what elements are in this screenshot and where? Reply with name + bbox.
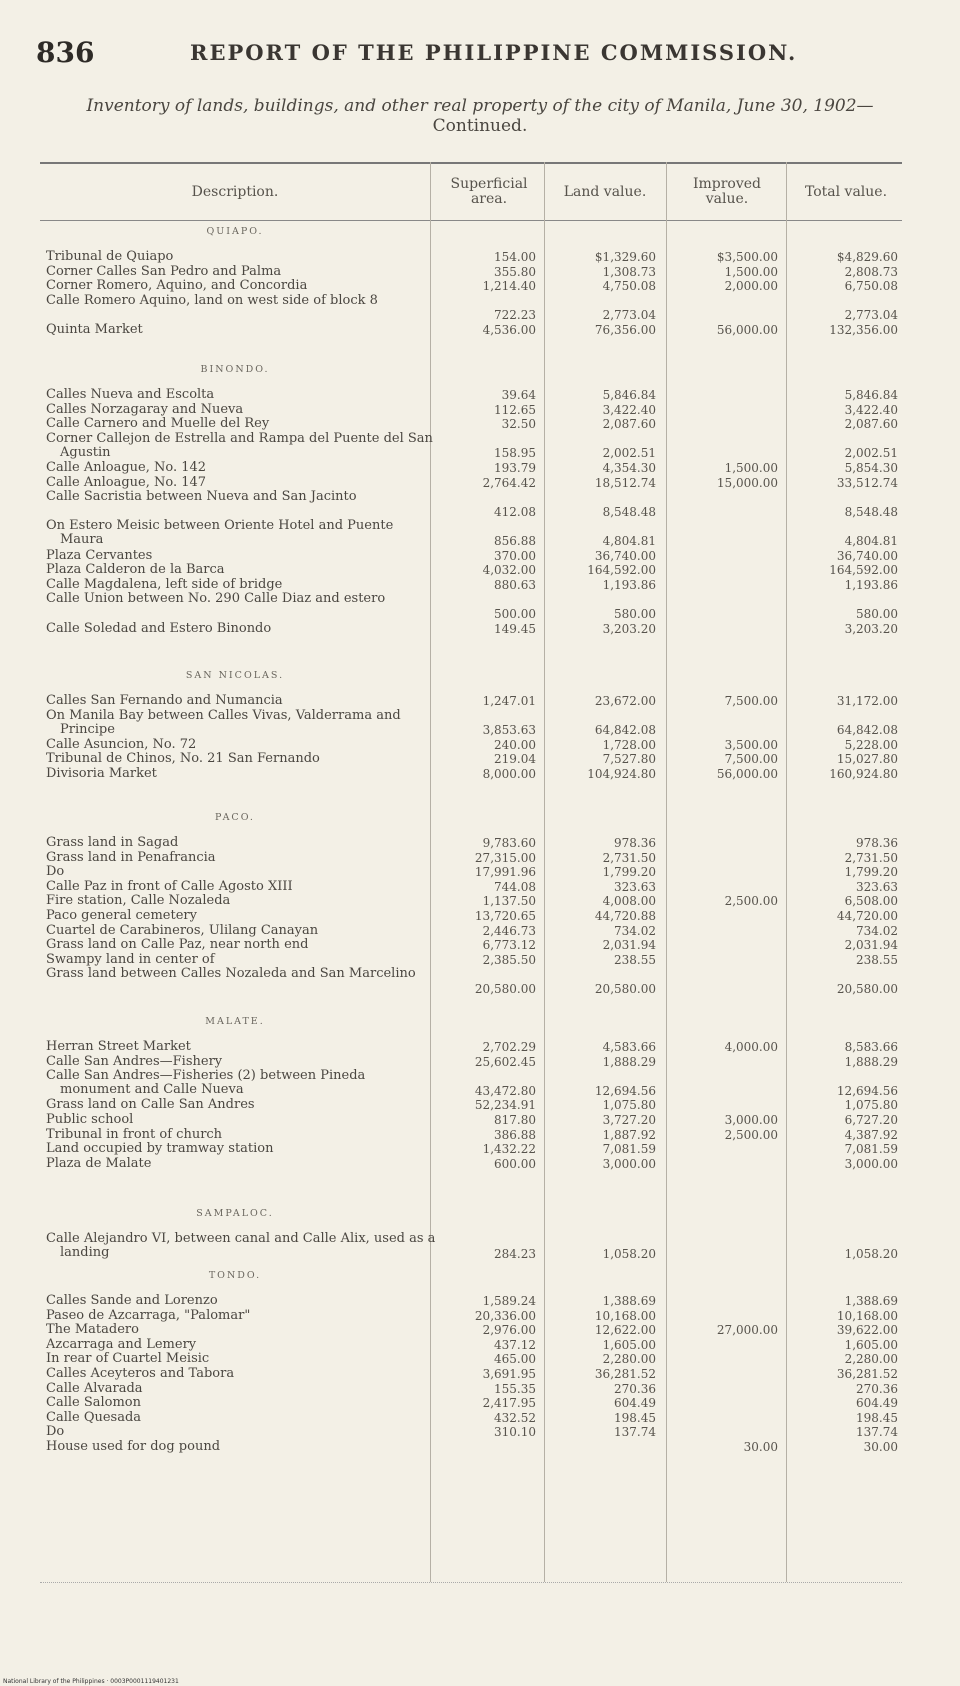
- row-total-value: 44,720.00: [836, 909, 898, 923]
- row-total-value: 20,580.00: [836, 982, 898, 996]
- row-total-value: 137.74: [856, 1425, 898, 1440]
- column-divider: [544, 162, 545, 1582]
- row-area: 4,032.00: [482, 563, 536, 578]
- row-description: The Matadero: [46, 1322, 139, 1338]
- row-total-value: 3,203.20: [844, 621, 898, 636]
- column-divider: [666, 162, 667, 1582]
- row-improved-value: 2,500.00: [724, 894, 778, 909]
- section-heading: PACO.: [215, 812, 255, 823]
- row-total-value: 36,281.52: [836, 1367, 898, 1381]
- section-heading: SAMPALOC.: [196, 1208, 274, 1219]
- row-description: Do: [46, 864, 65, 880]
- row-improved-value: 7,500.00: [724, 694, 778, 708]
- row-area: 386.88: [494, 1127, 536, 1142]
- row-description: Grass land in Penafrancia: [46, 849, 216, 865]
- caption-title: Inventory of lands, buildings, and other real property of the city of Manila, June 30, 1902—: [86, 96, 874, 116]
- row-description: Corner Romero, Aquino, and Concordia: [46, 278, 308, 294]
- caption-continued: Continued.: [432, 116, 528, 136]
- row-total-value: 604.49: [856, 1396, 898, 1411]
- row-description: Calle Anloague, No. 147: [46, 474, 207, 490]
- row-description: Cuartel de Carabineros, Ulilang Canayan: [46, 922, 319, 938]
- row-land-value: 238.55: [614, 952, 656, 967]
- table-bottom-rule: [40, 1582, 902, 1583]
- section-heading: MALATE.: [205, 1016, 265, 1027]
- row-description: Calles Sande and Lorenzo: [46, 1293, 218, 1308]
- row-area: 817.80: [494, 1113, 536, 1127]
- row-land-value: 1,887.92: [602, 1127, 656, 1142]
- row-area: 856.88: [494, 534, 536, 548]
- row-land-value: 44,720.88: [594, 909, 656, 923]
- row-total-value: 4,804.81: [844, 534, 898, 548]
- row-land-value: 8,548.48: [602, 504, 656, 519]
- row-description: Grass land between Calles Nozaleda and San Marcelino: [46, 966, 416, 982]
- row-area: 437.12: [494, 1337, 536, 1352]
- row-total-value: 64,842.08: [836, 723, 898, 738]
- row-description: Calle Carnero and Muelle del Rey: [46, 416, 270, 432]
- row-area: 6,773.12: [482, 938, 536, 953]
- row-land-value: 12,622.00: [594, 1323, 656, 1338]
- row-total-value: 8,583.66: [844, 1040, 898, 1054]
- row-description: Divisoria Market: [46, 766, 157, 781]
- row-land-value: 1,075.80: [602, 1098, 656, 1113]
- row-description: Fire station, Calle Nozaleda: [46, 893, 231, 909]
- row-land-value: 4,008.00: [602, 894, 656, 909]
- row-total-value: 2,808.73: [844, 264, 898, 279]
- row-total-value: 36,740.00: [836, 548, 898, 563]
- row-description: Grass land on Calle Paz, near north end: [46, 937, 309, 953]
- section-heading: TONDO.: [208, 1270, 262, 1281]
- row-total-value: 5,854.30: [844, 461, 898, 475]
- row-description: Swampy land in center of: [46, 951, 215, 967]
- row-total-value: 238.55: [856, 952, 898, 967]
- row-area: 2,764.42: [482, 475, 536, 490]
- row-improved-value: 1,500.00: [724, 461, 778, 475]
- row-total-value: 5,228.00: [844, 737, 898, 752]
- section-heading: QUIAPO.: [206, 226, 264, 237]
- row-total-value: 2,002.51: [844, 446, 898, 461]
- row-improved-value: 30.00: [743, 1440, 778, 1454]
- row-land-value: 270.36: [614, 1381, 656, 1396]
- row-area: 722.23: [494, 308, 536, 323]
- row-improved-value: 56,000.00: [716, 323, 778, 337]
- row-description: Land occupied by tramway station: [46, 1141, 274, 1157]
- row-description: Calle San Andres—Fishery: [46, 1053, 223, 1069]
- section-heading: SAN NICOLAS.: [185, 670, 285, 681]
- row-land-value: 1,193.86: [602, 577, 656, 592]
- row-total-value: 132,356.00: [829, 323, 898, 337]
- row-land-value: 1,388.69: [602, 1294, 656, 1308]
- row-total-value: 198.45: [856, 1410, 898, 1425]
- row-improved-value: $3,500.00: [716, 250, 778, 264]
- row-total-value: 6,727.20: [844, 1113, 898, 1127]
- row-description: Paseo de Azcarraga, "Palomar": [46, 1307, 251, 1323]
- row-land-value: 3,422.40: [602, 402, 656, 417]
- row-area: 219.04: [494, 752, 536, 767]
- row-improved-value: 27,000.00: [716, 1323, 778, 1338]
- row-total-value: 4,387.92: [844, 1127, 898, 1142]
- row-total-value: 12,694.56: [836, 1083, 898, 1098]
- row-total-value: 2,731.50: [844, 850, 898, 865]
- row-area: 13,720.65: [474, 909, 536, 923]
- row-land-value: 4,750.08: [602, 279, 656, 294]
- table-caption: [40, 96, 920, 136]
- row-area: 412.08: [494, 504, 536, 519]
- row-area: 1,589.24: [482, 1294, 536, 1308]
- row-area: 2,385.50: [482, 952, 536, 967]
- row-improved-value: 1,500.00: [724, 264, 778, 279]
- row-area: 9,783.60: [482, 836, 536, 850]
- row-area: 744.08: [494, 879, 536, 894]
- row-area: 310.10: [494, 1425, 536, 1440]
- row-land-value: 580.00: [614, 607, 656, 621]
- row-description: Corner Calles San Pedro and Palma: [46, 263, 282, 279]
- section-heading: BINONDO.: [200, 364, 270, 375]
- row-total-value: 1,193.86: [844, 577, 898, 592]
- row-description: Calle Alejandro VI, between canal and Calle Alix, used as a landing: [46, 1231, 436, 1260]
- row-total-value: 270.36: [856, 1381, 898, 1396]
- running-head: REPORT OF THE PHILIPPINE COMMISSION.: [190, 40, 798, 65]
- row-description: Plaza Calderon de la Barca: [46, 562, 225, 578]
- row-land-value: 36,740.00: [594, 548, 656, 563]
- row-improved-value: 56,000.00: [716, 767, 778, 781]
- row-land-value: $1,329.60: [594, 250, 656, 264]
- footer-attribution: National Library of the Philippines · 0003P0001119401231: [3, 1678, 179, 1685]
- row-description: Grass land on Calle San Andres: [46, 1097, 255, 1113]
- row-total-value: $4,829.60: [836, 250, 898, 264]
- row-description: Plaza Cervantes: [46, 547, 153, 563]
- row-description: In rear of Cuartel Meisic: [46, 1351, 210, 1367]
- row-area: 8,000.00: [482, 767, 536, 781]
- header-land-value: Land value.: [563, 183, 647, 200]
- row-area: 4,536.00: [482, 323, 536, 337]
- row-land-value: 2,773.04: [602, 308, 656, 323]
- row-land-value: 734.02: [614, 923, 656, 938]
- row-total-value: 734.02: [856, 923, 898, 938]
- row-area: 370.00: [494, 548, 536, 563]
- row-area: 158.95: [494, 446, 536, 461]
- page-number: 836: [36, 36, 95, 69]
- row-land-value: 4,354.30: [602, 461, 656, 475]
- row-area: 2,976.00: [482, 1323, 536, 1338]
- row-area: 465.00: [494, 1352, 536, 1367]
- row-total-value: 6,750.08: [844, 279, 898, 294]
- row-land-value: 2,280.00: [602, 1352, 656, 1367]
- row-description: Calle Soledad and Estero Binondo: [46, 620, 272, 636]
- row-land-value: 3,727.20: [602, 1113, 656, 1127]
- table-top-rule: [40, 162, 902, 164]
- row-land-value: 1,799.20: [602, 865, 656, 880]
- row-area: 32.50: [501, 417, 536, 432]
- row-land-value: 198.45: [614, 1410, 656, 1425]
- row-area: 1,432.22: [482, 1142, 536, 1157]
- row-land-value: 10,168.00: [594, 1308, 656, 1323]
- row-area: 284.23: [494, 1246, 536, 1261]
- header-area: Superficial area.: [450, 176, 528, 207]
- row-land-value: 1,728.00: [602, 737, 656, 752]
- row-description: Paco general cemetery: [46, 908, 197, 923]
- row-land-value: 1,308.73: [602, 264, 656, 279]
- row-area: 880.63: [494, 577, 536, 592]
- row-land-value: 323.63: [614, 879, 656, 894]
- row-area: 1,247.01: [482, 694, 536, 708]
- row-description: Calles Aceyteros and Tabora: [46, 1366, 235, 1381]
- row-description: On Manila Bay between Calles Vivas, Valderrama and Principe: [46, 707, 401, 737]
- row-area: 27,315.00: [474, 850, 536, 865]
- row-land-value: 64,842.08: [594, 723, 656, 738]
- row-improved-value: 4,000.00: [724, 1040, 778, 1054]
- row-area: 3,853.63: [482, 723, 536, 738]
- row-land-value: 1,605.00: [602, 1337, 656, 1352]
- row-land-value: 18,512.74: [594, 475, 656, 490]
- row-total-value: 1,058.20: [844, 1246, 898, 1261]
- row-land-value: 23,672.00: [594, 694, 656, 708]
- row-improved-value: 7,500.00: [724, 752, 778, 767]
- row-area: 17,991.96: [474, 865, 536, 880]
- row-total-value: 15,027.80: [836, 752, 898, 767]
- row-land-value: 3,203.20: [602, 621, 656, 636]
- row-land-value: 12,694.56: [594, 1083, 656, 1098]
- row-total-value: 2,773.04: [844, 308, 898, 323]
- row-description: Calles Norzagaray and Nueva: [46, 401, 244, 417]
- row-improved-value: 3,000.00: [724, 1113, 778, 1127]
- row-land-value: 4,583.66: [602, 1040, 656, 1054]
- row-land-value: 7,527.80: [602, 752, 656, 767]
- row-total-value: 30.00: [863, 1440, 898, 1454]
- row-total-value: 2,031.94: [844, 938, 898, 953]
- row-area: 3,691.95: [482, 1367, 536, 1381]
- row-description: Calle Alvarada: [46, 1380, 143, 1396]
- row-area: 2,702.29: [482, 1040, 536, 1054]
- row-land-value: 2,731.50: [602, 850, 656, 865]
- row-description: Tribunal de Quiapo: [46, 249, 174, 264]
- row-area: 432.52: [494, 1410, 536, 1425]
- row-description: Calle Romero Aquino, land on west side of block 8: [46, 292, 378, 308]
- row-description: Corner Callejon de Estrella and Rampa del Puente del San Agustin: [46, 430, 433, 460]
- row-area: 1,214.40: [482, 279, 536, 294]
- row-total-value: 323.63: [856, 879, 898, 894]
- row-area: 112.65: [494, 402, 536, 417]
- row-total-value: 7,081.59: [844, 1142, 898, 1157]
- table-header-rule: [40, 220, 902, 221]
- row-description: Calle Magdalena, left side of bridge: [46, 576, 283, 592]
- row-description: On Estero Meisic between Oriente Hotel and Puente Maura: [46, 518, 394, 548]
- row-area: 20,336.00: [474, 1308, 536, 1323]
- row-land-value: 3,000.00: [602, 1156, 656, 1171]
- row-area: 39.64: [501, 388, 536, 402]
- row-area: 1,137.50: [482, 894, 536, 909]
- column-divider: [430, 162, 431, 1582]
- row-description: Herran Street Market: [46, 1039, 191, 1054]
- row-area: 240.00: [494, 737, 536, 752]
- row-total-value: 1,888.29: [844, 1054, 898, 1069]
- row-area: 500.00: [494, 607, 536, 621]
- header-total-value: Total value.: [804, 183, 888, 200]
- row-area: 155.35: [494, 1381, 536, 1396]
- row-total-value: 164,592.00: [829, 563, 898, 578]
- row-description: Calle Quesada: [46, 1409, 142, 1425]
- row-description: Tribunal de Chinos, No. 21 San Fernando: [46, 751, 320, 767]
- row-improved-value: 2,000.00: [724, 279, 778, 294]
- row-land-value: 2,031.94: [602, 938, 656, 953]
- row-description: Calle Anloague, No. 142: [46, 460, 207, 475]
- row-land-value: 604.49: [614, 1396, 656, 1411]
- row-description: Do: [46, 1424, 65, 1440]
- row-description: Quinta Market: [46, 322, 143, 337]
- row-total-value: 2,087.60: [844, 417, 898, 432]
- row-area: 20,580.00: [474, 982, 536, 996]
- row-land-value: 1,888.29: [602, 1054, 656, 1069]
- row-total-value: 1,075.80: [844, 1098, 898, 1113]
- row-area: 43,472.80: [474, 1083, 536, 1098]
- row-land-value: 2,087.60: [602, 417, 656, 432]
- row-description: Calle Sacristia between Nueva and San Jacinto: [46, 489, 357, 505]
- row-land-value: 36,281.52: [594, 1367, 656, 1381]
- row-land-value: 5,846.84: [602, 388, 656, 402]
- row-total-value: 580.00: [856, 607, 898, 621]
- row-land-value: 978.36: [614, 836, 656, 850]
- row-total-value: 160,924.80: [829, 767, 898, 781]
- row-description: Calle San Andres—Fisheries (2) between Pineda monument and Calle Nueva: [46, 1068, 366, 1098]
- row-area: 2,417.95: [482, 1396, 536, 1411]
- row-description: Calles Nueva and Escolta: [46, 387, 215, 402]
- row-description: Grass land in Sagad: [46, 835, 179, 850]
- row-description: Calles San Fernando and Numancia: [46, 693, 283, 708]
- row-area: 52,234.91: [474, 1098, 536, 1113]
- row-land-value: 137.74: [614, 1425, 656, 1440]
- row-description: Azcarraga and Lemery: [46, 1336, 197, 1352]
- row-description: Plaza de Malate: [46, 1155, 152, 1171]
- row-area: 355.80: [494, 264, 536, 279]
- inventory-table: [40, 162, 902, 1686]
- row-total-value: 8,548.48: [844, 504, 898, 519]
- row-total-value: 1,388.69: [844, 1294, 898, 1308]
- row-land-value: 164,592.00: [587, 563, 656, 578]
- row-total-value: 1,605.00: [844, 1337, 898, 1352]
- row-total-value: 2,280.00: [844, 1352, 898, 1367]
- row-improved-value: 15,000.00: [716, 475, 778, 490]
- row-total-value: 6,508.00: [844, 894, 898, 909]
- header-description: Description.: [191, 183, 279, 200]
- row-area: 193.79: [494, 461, 536, 475]
- row-land-value: 1,058.20: [602, 1246, 656, 1261]
- row-total-value: 10,168.00: [836, 1308, 898, 1323]
- row-land-value: 7,081.59: [602, 1142, 656, 1157]
- row-total-value: 1,799.20: [844, 865, 898, 880]
- row-area: 154.00: [494, 250, 536, 264]
- row-description: Tribunal in front of church: [46, 1126, 223, 1142]
- row-improved-value: 2,500.00: [724, 1127, 778, 1142]
- row-total-value: 3,422.40: [844, 402, 898, 417]
- row-total-value: 39,622.00: [836, 1323, 898, 1338]
- row-description: Calle Asuncion, No. 72: [46, 736, 197, 752]
- row-description: Public school: [46, 1112, 134, 1127]
- row-land-value: 2,002.51: [602, 446, 656, 461]
- row-land-value: 76,356.00: [594, 323, 656, 337]
- row-area: 600.00: [494, 1156, 536, 1171]
- row-improved-value: 3,500.00: [724, 737, 778, 752]
- row-total-value: 5,846.84: [844, 388, 898, 402]
- row-total-value: 3,000.00: [844, 1156, 898, 1171]
- row-area: 2,446.73: [482, 923, 536, 938]
- row-land-value: 4,804.81: [602, 534, 656, 548]
- row-area: 25,602.45: [474, 1054, 536, 1069]
- row-land-value: 104,924.80: [587, 767, 656, 781]
- column-divider: [786, 162, 787, 1582]
- row-description: House used for dog pound: [46, 1439, 221, 1454]
- row-total-value: 978.36: [856, 836, 898, 850]
- row-description: Calle Union between No. 290 Calle Diaz and estero: [46, 591, 386, 607]
- row-description: Calle Salomon: [46, 1395, 142, 1411]
- row-total-value: 31,172.00: [836, 694, 898, 708]
- header-improved-value: Improved value.: [692, 176, 762, 207]
- row-description: Calle Paz in front of Calle Agosto XIII: [46, 878, 293, 894]
- row-total-value: 33,512.74: [836, 475, 898, 490]
- row-land-value: 20,580.00: [594, 982, 656, 996]
- row-area: 149.45: [494, 621, 536, 636]
